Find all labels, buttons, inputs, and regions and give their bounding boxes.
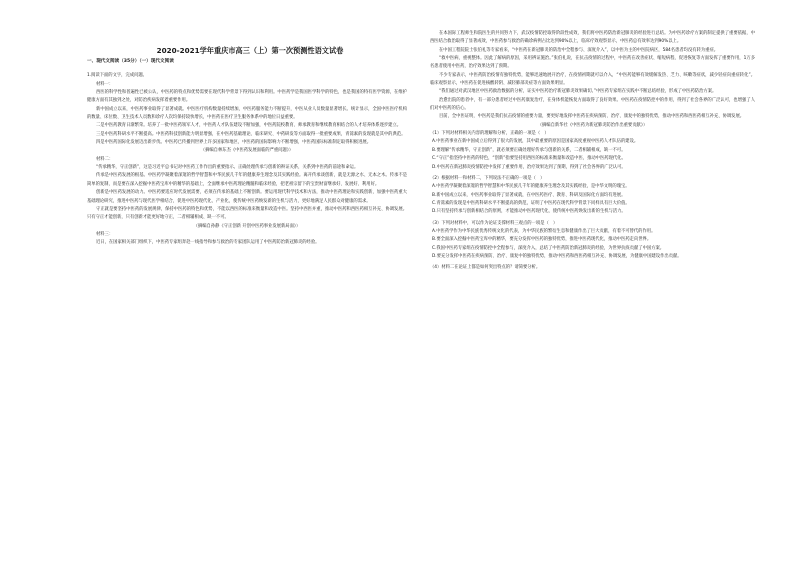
page-title: 2020-2021学年重庆市高三（上）第一次预测性语文试卷: [156, 46, 344, 55]
paragraph: 材料一：: [96, 81, 114, 87]
answer-option: A.中医药学凝聚着深邃的哲学智慧和中华民族几千年的健康养生理念及其实践经验，是中华文明的瑰宝。: [432, 184, 630, 190]
paragraph: “传承精华，守正创新”，这是习近平总书记对中医药工作作出的重要指示。正确处理传承与创新的辩证关系，关系到中医药的前途和命运。: [96, 165, 359, 171]
paragraph: 西医的科学性和普遍性已被公认，中医药的特点和优势需要在现代科学背景下得到认识和利用。中医药学是我国医学科学的特色，也是我国的特有医学资源，在维护健康方面有其独到之处，对防治疾病发挥着重要作用。: [87, 90, 407, 104]
paragraph: 在中国工程院院士张伯礼等专家看来，“中医药在新冠肺炎的防治中全程参与、深度介入”，以中医为主的中医院病区，584名患者均没有转为重症。: [439, 47, 719, 53]
paragraph: 不少专家表示，中医药防治疫情有独特优势，能够迅速地展开治疗，在疫情初期就可以介入，“中医药能够有效缓解发热、乏力、咳嗽等症状，减少轻症向重症转化”。临床观察显示，中医药在促进核酸转阴、减轻肺部炎症等方面效果明显。: [430, 72, 755, 87]
answer-option: B.新中国成立以来，中医药事业取得了显著成就，在中医药医疗、教育、科研及国际化方面均有进展。: [432, 192, 626, 198]
answer-option: C.“守正”指坚持中医药的特色，“创新”指要坚持用西医的标准来衡量和改造中医，推动中医药现代化。: [432, 156, 626, 162]
answer-option: D.中医药在新冠肺炎疫情防控中发挥了重要作用，治疗效果达到了预期，得到了社会各界的广泛认可。: [432, 164, 626, 170]
paragraph: 新中国成立以来，中医药事业取得了显著成就。中医医疗机构数量持续增加，中医药服务能力不断提升，中医从业人员数量显著增长。统计显示，全国中医医疗机构的数量、床位数、卫生技术人员数和诊疗人次均保持较快增长，中医药在医疗卫生服务体系中的地位日益重要。: [87, 106, 407, 121]
paragraph: 守正就是要坚持中医药的发展规律，保持中医药的特色和优势，不能以西医的标准来衡量和改造中医。坚持中西医并重，推动中医药和西医药相互补充、协调发展。只有守正才能创新，只有创新才能更好地守正，二者相辅相成、缺一不可。: [87, 206, 407, 221]
left-column: [87, 40, 407, 552]
question: （4）材料二在论证上都是如何突出特点的？请简要分析。: [430, 265, 541, 271]
paragraph: 1.阅读下面的文字，完成问题。: [87, 73, 147, 79]
answer-option: B.要理解“传承精华，守正创新”，就必须要正确处理好传承与创新的关系，二者相辅相成，缺一不可。: [432, 147, 626, 153]
answer-option: C.青蒿素的发现是中医药科研水平不断提高的典范，证明了中医药在现代科学背景下同样具有巨大价值。: [432, 200, 630, 206]
paragraph: 材料二：: [96, 156, 114, 162]
answer-option: B.要全面深入挖掘中医药宝库中的精华，要充分发挥中医药的独特优势，推进中医药现代化，推动中医药走向世界。: [432, 237, 652, 243]
paragraph: 近日，在国家相关部门组织下，中医药专家组奔赴一线指导和参与救治的专家团队运用了中医药防治新冠肺炎的经验。: [96, 240, 320, 246]
right-column: [430, 30, 755, 552]
source-citation: （摘编自孙静《守正创新 开创中医药事业发展新局面》）: [193, 223, 301, 229]
paragraph: 目前，全中医证明，中医药是我们抗击疫情的重要力量，要更好地发挥中医药在疾病预防、治疗、康复中的独特优势，推动中医药和西医药相互补充、协调发展。: [439, 114, 745, 120]
paragraph: 治愈出院的患者中，有一部分患者经过中医药康复治疗，在身体机能恢复方面取得了良好效果。中医药在疫情防控中的作用，得到了社会各界的广泛认可，也增强了人们对中医药的信心。: [430, 97, 755, 112]
paragraph: 四是中医药国际化发展迈出新步伐。中医药已传播到世界上许多国家和地区，中医药的国际影响力不断增强，中医药国际标准制定取得积极进展。: [96, 140, 371, 146]
question: （3）下列对材料中，可以作为论证支撑材料三观点的一项是（ ）: [430, 220, 558, 226]
source-citation: （摘编自新华社《中医药为新冠肺炎防治作出重要贡献》）: [537, 122, 648, 128]
paragraph: 创新是中医药发展的动力。中医药要适应时代发展需要，必须在传承的基础上不断创新。要运用现代科学技术和方法，推动中医药理论和实践创新，加强中医药重大基础理论研究，推进中医药与现代医学相结合，促进中医药现代化、产业化，使传统中医药焕发新的生机与活力，更好地满足人民群众对健康的需求。: [87, 190, 407, 204]
question: （2）根据材料一和材料二，下列说法不正确的一项是（ ）: [430, 175, 545, 181]
source-citation: （摘编自林东杰《中医药发展面临的严重问题》）: [200, 148, 294, 154]
question: （1）下列对材料相关内容的理解和分析，正确的一项是（ ）: [430, 131, 549, 137]
section-heading: 一、现代文阅读（35分）（一）现代文阅读: [87, 59, 174, 64]
left-column-body: [87, 66, 407, 247]
paragraph: 传承是中医药发展的根基。中医药学凝聚着深邃的哲学智慧和中华民族几千年的健康养生理念及其实践经验。离开传承谈创新，就是无源之水、无本之木。传承不是简单的复制，而是要在深入挖掘中医药宝库中的精华的基础上，全面继承中医药理论精髓和临床经验，把老祖宗留下的宝贵财富继承好、发展好、利用好。: [87, 173, 407, 187]
paragraph: “救中医病，重视整体。因此了解病的原因，采用辨证施治。”张伯礼说，在抗击疫情的过程中，中医药在改善症状、缩短病程、促进恢复等方面发挥了重要作用，1万多名患者使用中医药，治疗效果达到了预期。: [430, 56, 755, 70]
paragraph: 在本国际工程师生和院医生的共同努力下，武汉疫情防控取得阶段性成效，我们将中医药防治新冠肺炎的经验进行总结。为中医药诊疗方案的制定提供了重要依据，中西医结合救治取得了显著成效，中医药参与救治的确诊病例占比达到90%以上，临床疗效观察显示，中医药总有效率达到90%以上。: [430, 31, 755, 45]
paragraph: 二是中医药教育日渐繁荣。培养了一批中医药领军人才，中医药人才队伍建设不断加强，中医药院校教育、师承教育和继续教育相结合的人才培养体系逐步建立。: [96, 123, 402, 129]
right-column-body: [430, 30, 755, 273]
answer-option: A.中医药学作为中华民族优秀传统文化的代表，为中华民族的繁衍生息和健康作出了巨大贡献，有着不可替代的作用。: [432, 228, 656, 234]
paragraph: “我们通过对武汉地区中医药救治数据的分析，证实中医药治疗新冠肺炎效果确切。”中医药专家组在实践中不断总结经验，形成了中医药防治方案。: [439, 89, 717, 95]
answer-option: C.我国中医药专家组在疫情防控中全程参与，深度介入，总结了中医药防治新冠肺炎的经验，为世界抗疫贡献了中国方案。: [432, 245, 665, 251]
answer-option: D.只有坚持传承与创新相结合的原则，才能推动中医药现代化，使传统中医药焕发出新的生机与活力。: [432, 209, 626, 215]
paragraph: 三是中医药科研水平不断提高。中医药科技创新能力明显增强，在中医药基础理论、临床研究、中药研发等方面取得一批重要成果，青蒿素的发现就是其中的典范。: [96, 131, 406, 137]
answer-option: D.要充分发挥中医药在疾病预防、治疗、康复中的独特优势，推动中医药和西医药相互补充、协调发展，为健康中国建设作出贡献。: [432, 253, 682, 259]
answer-option: A.中医药事业在新中国成立后得到了很大的发展，其中最重要的原因是国家高度重视中医药人才队伍的建设。: [432, 139, 639, 145]
paragraph: 材料三：: [96, 231, 114, 237]
